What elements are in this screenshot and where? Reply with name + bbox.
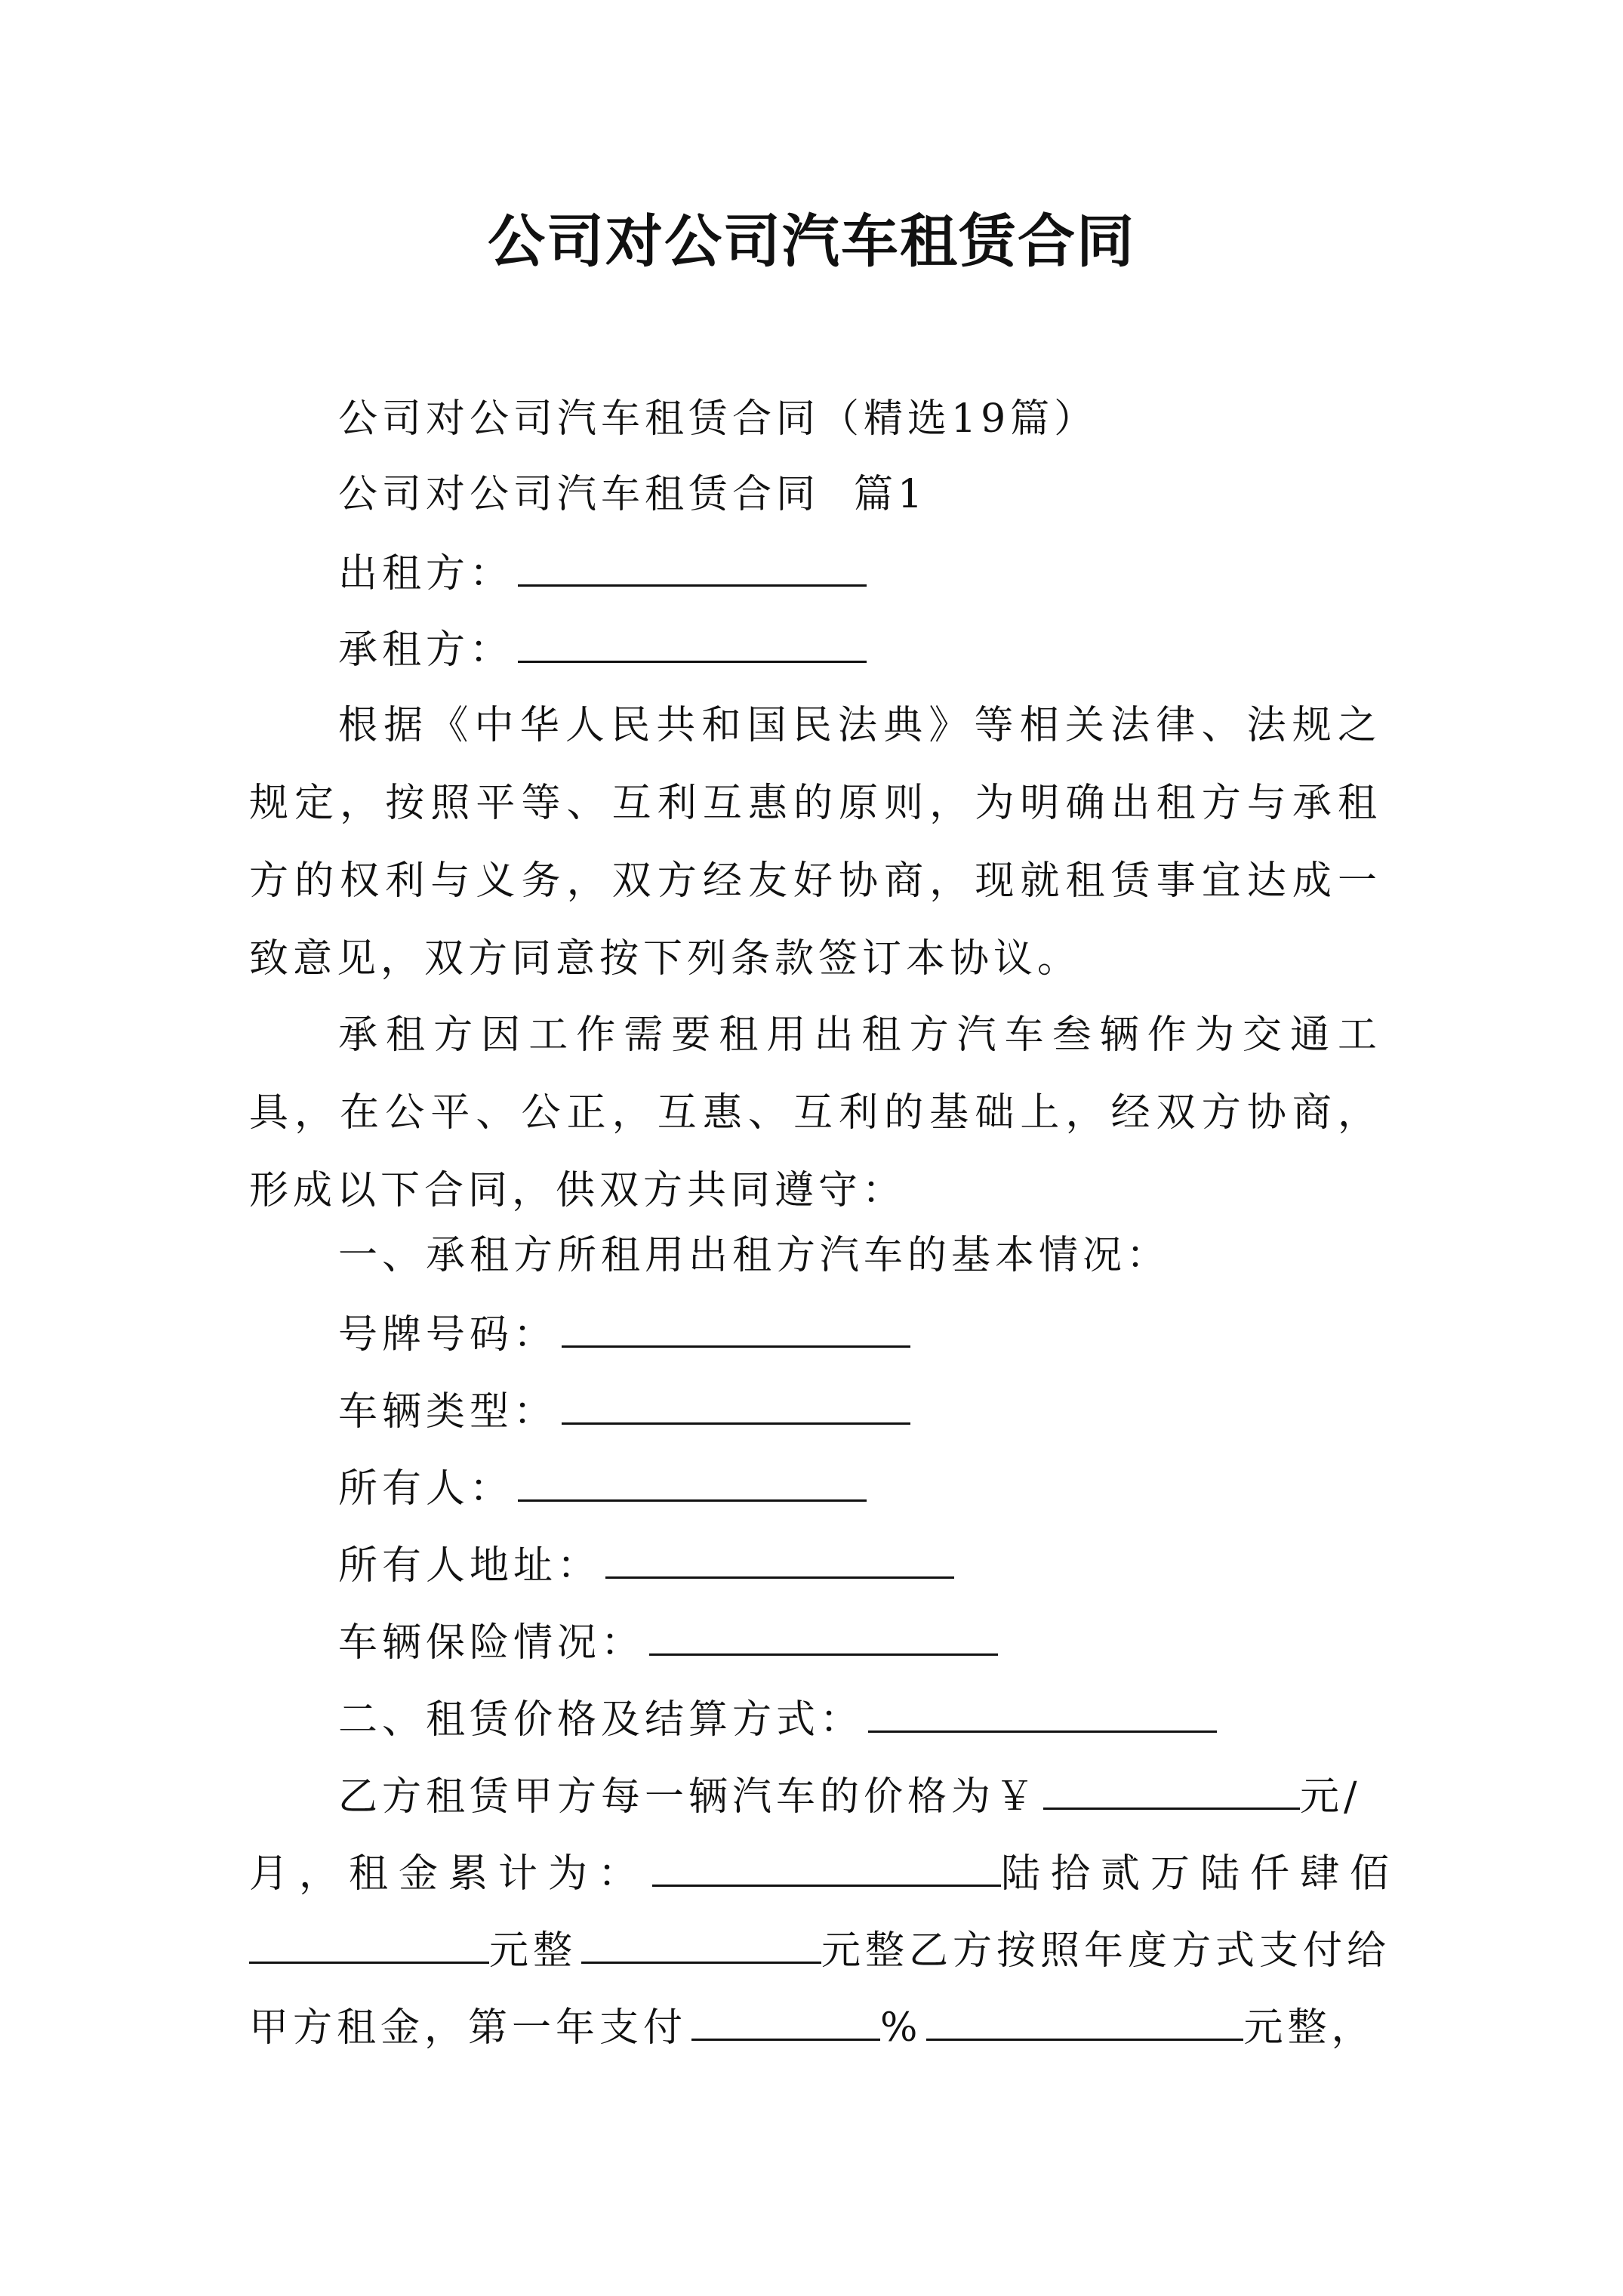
- lessor-label: 出租方：: [338, 551, 514, 596]
- price-text-e: 元整: [489, 1928, 577, 1974]
- owner-address-label: 所有人地址：: [338, 1543, 602, 1589]
- clause2-heading-field: [338, 1691, 1217, 1746]
- insurance-field: [338, 1614, 998, 1669]
- lessee-blank: [518, 621, 867, 663]
- price-text-b: 元/: [1300, 1774, 1362, 1820]
- plate-field: [338, 1306, 910, 1361]
- price-blank-1: [1043, 1768, 1300, 1810]
- lessee-label: 承租方：: [338, 627, 514, 673]
- price-line-1: [338, 1768, 1362, 1823]
- clause2-heading: 二、租赁价格及结算方式：: [338, 1697, 864, 1743]
- clause2-blank: [868, 1691, 1217, 1733]
- insurance-blank: [649, 1614, 998, 1656]
- lessor-blank: [518, 545, 867, 587]
- vehicle-type-blank: [562, 1383, 910, 1425]
- vehicle-type-field: [338, 1383, 910, 1438]
- plate-label: 号牌号码：: [338, 1312, 558, 1358]
- plate-blank: [562, 1306, 910, 1348]
- clause1-heading: 一、承租方所租用出租方汽车的基本情况：: [338, 1233, 1171, 1278]
- price-blank-2: [652, 1845, 1001, 1887]
- price-blank-4: [581, 1922, 821, 1964]
- price-text-i: 元整，: [1243, 2005, 1375, 2051]
- paragraph-legal-basis: 根据《中华人民共和国民法典》等相关法律、法规之规定，按照平等、互利互惠的原则，为明确出租方与承租方的权利与义务，双方经友好协商，现就租赁事宜达成一致意见，双方同意按下列条款签订本协议。: [249, 703, 1381, 982]
- price-line-2: [249, 1845, 1400, 1900]
- owner-address-field: [338, 1537, 954, 1592]
- owner-label: 所有人：: [338, 1466, 514, 1512]
- subtitle: 公司对公司汽车租赁合同（精选19篇）: [338, 396, 1098, 442]
- section-heading: 公司对公司汽车租赁合同 篇1: [338, 472, 928, 517]
- price-blank-3: [249, 1922, 489, 1964]
- price-text-g: 甲方租金，第一年支付: [249, 2005, 688, 2051]
- price-text-f: 元整乙方按照年度方式支付给: [821, 1928, 1391, 1974]
- owner-address-blank: [605, 1537, 954, 1579]
- price-text-a: 乙方租赁甲方每一辆汽车的价格为￥: [338, 1774, 1039, 1820]
- price-line-3: [249, 1922, 1390, 1977]
- vehicle-type-label: 车辆类型：: [338, 1389, 558, 1435]
- owner-field: [338, 1460, 867, 1515]
- price-blank-6: [926, 1999, 1243, 2041]
- lessee-field: [338, 621, 867, 676]
- price-line-4: [249, 1999, 1375, 2054]
- lessor-field: [338, 545, 867, 600]
- paragraph-purpose: 承租方因工作需要租用出租方汽车叁辆作为交通工具，在公平、公正，互惠、互利的基础上，经双方协商，形成以下合同，供双方共同遵守：: [249, 1012, 1381, 1213]
- price-text-c: 月，租金累计为：: [249, 1851, 648, 1897]
- owner-blank: [518, 1460, 867, 1502]
- document-title: 公司对公司汽车租赁合同: [488, 208, 1135, 275]
- insurance-label: 车辆保险情况：: [338, 1620, 645, 1666]
- price-text-d: 陆拾贰万陆仟肆佰: [1001, 1851, 1400, 1897]
- price-blank-5: [691, 1999, 880, 2041]
- price-text-h: %: [880, 2005, 922, 2051]
